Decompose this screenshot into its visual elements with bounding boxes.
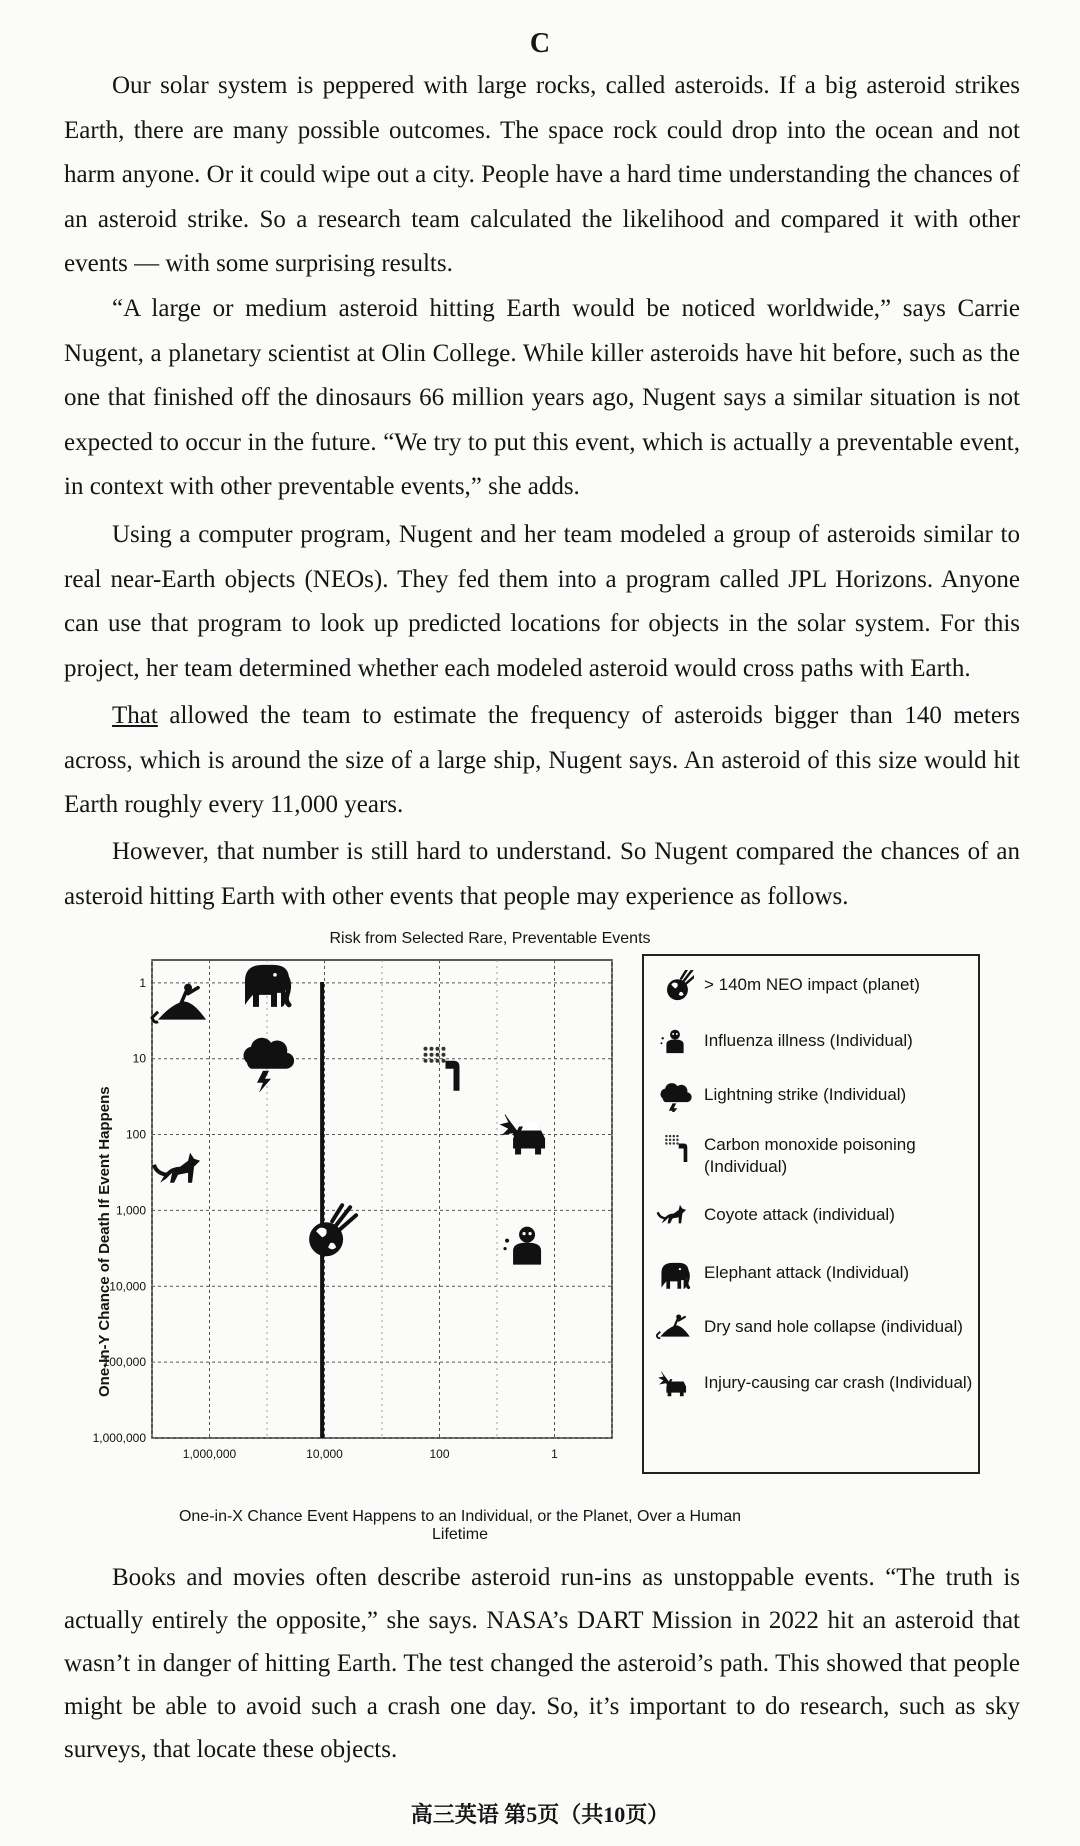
- y-tick-label: 1,000: [115, 1203, 146, 1218]
- sand-hole-icon: [152, 984, 206, 1023]
- coyote-icon: [656, 1200, 694, 1232]
- paragraph-3: Using a computer program, Nugent and her team modeled a group of asteroids similar to real near-Earth objects (NEOs). They fed them into a program called JPL Horizons. Anyone can use that program to look up predicted locations for objects in the solar system. For this project, her team determined whether each modeled asteroid would cross paths with Earth.: [64, 521, 1020, 682]
- y-tick-label: 1: [139, 975, 146, 990]
- chart-title: Risk from Selected Rare, Preventable Events: [329, 930, 651, 947]
- paragraph-2: “A large or medium asteroid hitting Earth would be noticed worldwide,” says Carrie Nugent, a planetary scientist at Olin College. While killer asteroids have hit before, such as the one that finished off the dinosaurs 66 million years ago, Nugent says a similar situation is not expected to occur in the future. “We try to put this event, which is actually a preventable event, in context with other preventable events,” she adds.: [64, 295, 1020, 501]
- legend-item: [656, 1080, 974, 1112]
- risk-figure: [90, 930, 990, 1543]
- legend-item: [656, 1130, 974, 1178]
- storm-cloud-icon: [656, 1080, 694, 1112]
- carbon-monoxide-icon-shape: [665, 1135, 687, 1162]
- car-crash-icon-shape: [659, 1372, 686, 1397]
- legend-label-line: Injury-causing car crash (Individual): [704, 1373, 973, 1392]
- legend-label-line: > 140m NEO impact (planet): [704, 975, 920, 994]
- sick-person-icon-shape: [660, 1030, 683, 1053]
- y-tick-label: 100,000: [102, 1355, 146, 1370]
- storm-cloud-icon-shape: [661, 1083, 692, 1112]
- y-tick-label: 10: [132, 1051, 146, 1066]
- storm-cloud-icon: [243, 1038, 294, 1093]
- x-tick-label: 1,000,000: [182, 1447, 237, 1461]
- legend-label: [704, 1258, 909, 1284]
- chart-plot: [90, 930, 650, 1510]
- plot-frame: [152, 960, 612, 1438]
- sick-person-icon: [656, 1026, 694, 1058]
- legend-item: [656, 1026, 974, 1058]
- legend-label: [704, 1368, 972, 1394]
- meteor-icon-shape: [667, 970, 694, 1000]
- car-crash-icon: [656, 1368, 694, 1400]
- legend-item: [656, 1312, 974, 1344]
- legend-label-line: Dry sand hole collapse (individual): [704, 1317, 963, 1336]
- legend-item: [656, 1258, 974, 1290]
- meteor-icon: [656, 970, 694, 1002]
- legend-item: [656, 1200, 974, 1232]
- x-axis-title: One-in-X Chance Event Happens to an Individual, or the Planet, Over a Human Lifetime: [178, 1508, 742, 1543]
- underlined-word: That: [112, 702, 158, 729]
- coyote-icon-shape: [658, 1205, 686, 1223]
- legend-label: [704, 1312, 963, 1338]
- meteor-icon: [309, 1205, 356, 1256]
- legend-label-line: Coyote attack (individual): [704, 1205, 895, 1224]
- paragraph-6: Books and movies often describe asteroid run-ins as unstoppable events. “The truth is actually entirely the opposite,” she says. NASA’s DART Mission in 2022 hit an asteroid that wasn’t in danger of hitting Earth. The test changed the asteroid’s path. This showed that people might be able to avoid such a crash one day. So, it’s important to do research, such as sky surveys, that locate these objects.: [64, 1564, 1020, 1763]
- carbon-monoxide-icon: [656, 1130, 694, 1162]
- elephant-icon: [245, 965, 289, 1007]
- sick-person-icon: [503, 1227, 541, 1265]
- legend-label: [704, 1026, 913, 1052]
- elephant-icon-shape: [661, 1263, 688, 1289]
- legend-label-line: Influenza illness (Individual): [704, 1031, 913, 1050]
- legend-label: [704, 970, 920, 996]
- legend-label-line: Lightning strike (Individual): [704, 1085, 907, 1104]
- paragraph-4: [64, 694, 1020, 828]
- y-axis-title: One-In-Y Chance of Death If Event Happens: [96, 1086, 113, 1397]
- legend-label-line: Carbon monoxide poisoning: [704, 1135, 916, 1154]
- chart-legend: [642, 954, 980, 1474]
- legend-label-line: Elephant attack (Individual): [704, 1263, 910, 1282]
- legend-label-line: (Individual): [704, 1157, 788, 1176]
- y-tick-label: 100: [125, 1127, 146, 1142]
- paragraph-1: Our solar system is peppered with large rocks, called asteroids. If a big asteroid strikes Earth, there are many possible outcomes. The space rock could drop into the ocean and not harm anyone. Or it could wipe out a city. People have a hard time understanding the chances of an asteroid strike. So a research team calculated the likelihood and compared it with other events — with some surprising results.: [64, 72, 1020, 278]
- section-letter: C: [529, 28, 551, 59]
- coyote-icon: [154, 1153, 200, 1183]
- legend-label: [704, 1130, 916, 1178]
- sand-hole-icon-shape: [657, 1314, 690, 1338]
- y-tick-label: 1,000,000: [92, 1431, 146, 1445]
- page-footer: 高三英语 第5页（共10页）: [410, 1802, 670, 1827]
- legend-label: [704, 1080, 906, 1106]
- paragraph-4-text: allowed the team to estimate the frequency of asteroids bigger than 140 meters across, which is around the size of a large ship, Nugent says. An asteroid of this size would hit Earth roughly every 11,000 years.: [64, 702, 1020, 819]
- legend-item: [656, 1368, 974, 1400]
- x-tick-label: 1: [551, 1447, 558, 1461]
- x-tick-label: 100: [429, 1447, 450, 1461]
- x-tick-label: 10,000: [306, 1447, 343, 1461]
- legend-label: [704, 1200, 895, 1226]
- y-tick-label: 10,000: [109, 1279, 146, 1294]
- sand-hole-icon: [656, 1312, 694, 1344]
- legend-item: [656, 970, 974, 1002]
- carbon-monoxide-icon: [424, 1047, 460, 1091]
- elephant-icon: [656, 1258, 694, 1290]
- paragraph-5: However, that number is still hard to understand. So Nugent compared the chances of an asteroid hitting Earth with other events that people may experience as follows.: [64, 838, 1020, 910]
